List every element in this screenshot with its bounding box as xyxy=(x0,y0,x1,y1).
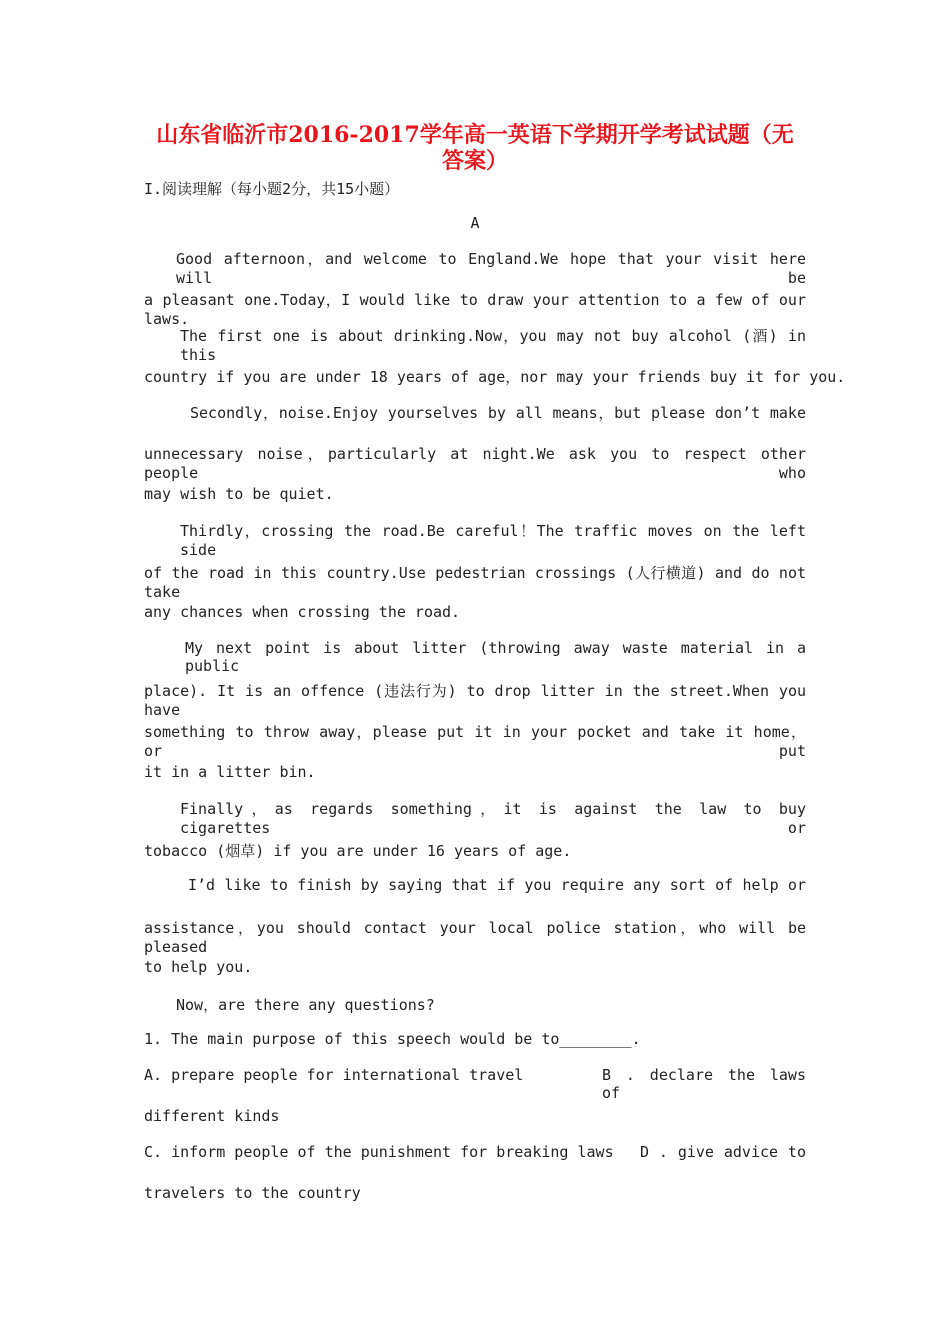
passage-line: any chances when crossing the road. xyxy=(144,603,461,621)
passage-line: The first one is about drinking.Now，you may not buy alcohol (酒) in this xyxy=(180,327,806,364)
passage-line: country if you are under 18 years of age，nor may your friends buy it for you. xyxy=(144,368,846,386)
section-heading: I.阅读理解（每小题2分，共15小题） xyxy=(144,180,400,198)
passage-line: Finally，as regards something，it is against the law to buy cigarettes or xyxy=(180,800,806,837)
passage-line: Good afternoon，and welcome to England.We hope that your visit here will be xyxy=(176,250,806,287)
option-c: C. inform people of the punishment for breaking laws xyxy=(144,1143,614,1161)
option-d-continued: travelers to the country xyxy=(144,1184,361,1202)
option-b: B . declare the laws of xyxy=(602,1066,806,1102)
passage-line: tobacco (烟草) if you are under 16 years of age. xyxy=(144,842,572,860)
page-title: 山东省临沂市2016-2017学年高一英语下学期开学考试试题（无答案） xyxy=(156,122,794,174)
passage-line: Thirdly，crossing the road.Be careful！The traffic moves on the left side xyxy=(180,522,806,559)
passage-line: it in a litter bin. xyxy=(144,763,316,781)
question-stem: 1. The main purpose of this speech would be to________. xyxy=(144,1030,641,1048)
passage-line: Secondly，noise.Enjoy yourselves by all means，but please don’t make xyxy=(190,404,806,422)
passage-line: of the road in this country.Use pedestrian crossings (人行横道) and do not take xyxy=(144,564,806,601)
passage-line: unnecessary noise，particularly at night.We ask you to respect other people who xyxy=(144,445,806,482)
passage-line: a pleasant one.Today，I would like to draw your attention to a few of our laws. xyxy=(144,291,806,328)
passage-line: My next point is about litter (throwing away waste material in a public xyxy=(185,639,806,675)
passage-line: may wish to be quiet. xyxy=(144,485,334,503)
passage-line: assistance，you should contact your local police station，who will be pleased xyxy=(144,919,806,956)
passage-line: place). It is an offence (违法行为) to drop litter in the street.When you have xyxy=(144,682,806,719)
passage-line: to help you. xyxy=(144,958,253,976)
passage-line: something to throw away，please put it in your pocket and take it home，or put xyxy=(144,723,806,760)
passage-line: Now，are there any questions? xyxy=(176,996,435,1014)
option-a: A. prepare people for international travel xyxy=(144,1066,524,1084)
option-d: D . give advice to xyxy=(640,1143,806,1161)
option-b-continued: different kinds xyxy=(144,1107,280,1125)
passage-line: I’d like to finish by saying that if you require any sort of help or xyxy=(188,876,806,894)
passage-label: A xyxy=(470,214,480,232)
